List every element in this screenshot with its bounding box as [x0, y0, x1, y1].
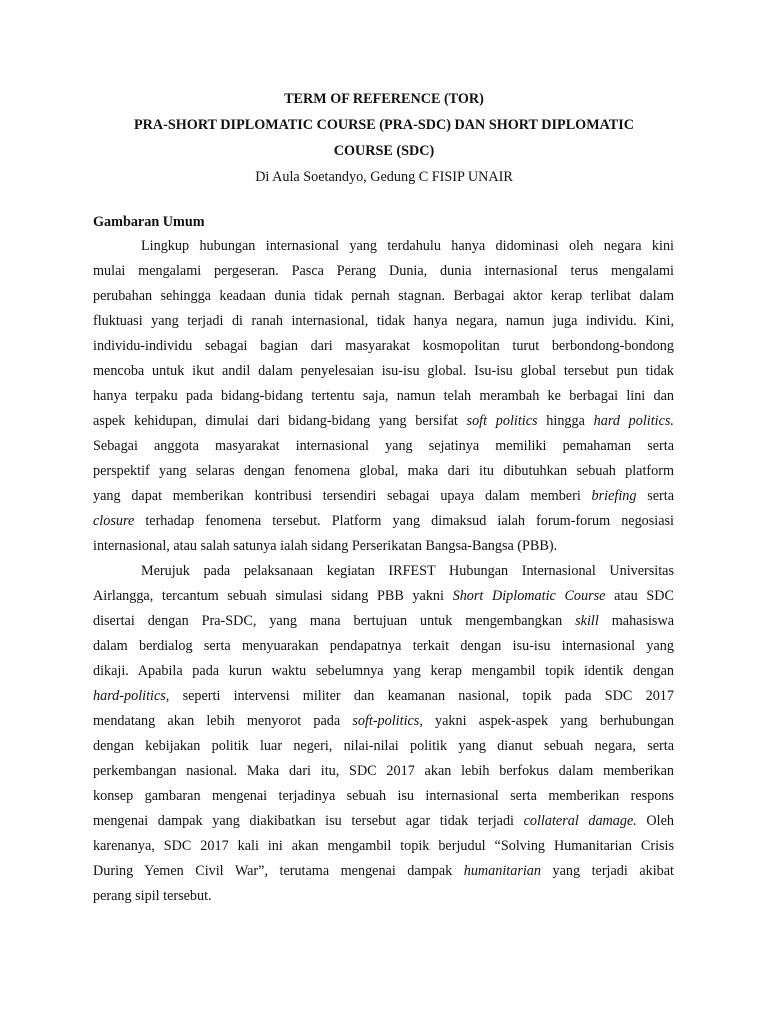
paragraph-line: perang sipil tersebut.	[93, 888, 212, 904]
paragraph-line	[93, 409, 674, 434]
paragraph-line: mulai mengalami pergeseran. Pasca Perang Dunia, dunia internasional terus mengalami	[93, 263, 674, 279]
paragraph-line: dikaji. Apabila pada kurun waktu sebelumnya yang kerap mengambil topik identik dengan	[93, 663, 674, 679]
text-run: serta	[636, 488, 674, 504]
italic-term: soft-politics	[352, 713, 420, 729]
paragraph-line	[93, 684, 674, 709]
italic-term: closure	[93, 513, 135, 529]
paragraph-line: fluktuasi yang terjadi di ranah internasional, tidak hanya negara, namun juga individu. Kini,	[93, 313, 674, 329]
italic-term: Short Diplomatic Course	[452, 588, 606, 604]
text-run: yang terjadi akibat	[540, 863, 674, 879]
paragraph-line: Merujuk pada pelaksanaan kegiatan IRFEST Hubungan Internasional Universitas	[141, 563, 674, 579]
paragraph-line	[93, 509, 674, 534]
paragraph-line: individu-individu sebagai bagian dari masyarakat kosmopolitan turut berbondong-bondong	[93, 338, 674, 354]
paragraph-line	[93, 809, 674, 834]
paragraph-line: Lingkup hubungan internasional yang terdahulu hanya didominasi oleh negara kini	[141, 238, 674, 254]
text-run: mendatang akan lebih menyorot pada	[93, 713, 353, 729]
paragraph-line: perspektif yang selaras dengan fenomena global, maka dari itu dibutuhkan sebuah platform	[93, 463, 674, 479]
paragraph-line	[93, 609, 674, 634]
italic-term: briefing	[591, 488, 637, 504]
paragraph-line: dalam berdialog serta menyuarakan pendapatnya terkait dengan isu-isu internasional yang	[93, 638, 674, 654]
italic-term: hard politics.	[593, 413, 674, 429]
text-run: hingga	[537, 413, 594, 429]
text-run: disertai dengan Pra-SDC, yang mana bertujuan untuk mengembangkan	[93, 613, 576, 629]
paragraph-line: internasional, atau salah satunya ialah sidang Perserikatan Bangsa-Bangsa (PBB).	[93, 538, 558, 554]
text-run: , yakni aspek-aspek yang berhubungan	[419, 713, 674, 729]
document-header	[0, 86, 768, 190]
text-run: terhadap fenomena tersebut. Platform yang dimaksud ialah forum-forum negosiasi	[134, 513, 674, 529]
paragraph-line	[93, 584, 674, 609]
paragraph-line	[93, 709, 674, 734]
document-subtitle-continued: COURSE (SDC)	[333, 143, 435, 159]
document-location: Di Aula Soetandyo, Gedung C FISIP UNAIR	[255, 169, 513, 185]
text-run: Airlangga, tercantum sebuah simulasi sidang PBB yakni	[93, 588, 453, 604]
document-subtitle: PRA-SHORT DIPLOMATIC COURSE (PRA-SDC) DAN SHORT DIPLOMATIC	[133, 117, 635, 133]
text-run: mahasiswa	[598, 613, 674, 629]
paragraph-line: perkembangan nasional. Maka dari itu, SDC 2017 akan lebih berfokus dalam memberikan	[93, 763, 674, 779]
italic-term: collateral damage.	[523, 813, 637, 829]
italic-term: hard-politics	[93, 688, 166, 704]
italic-term: humanitarian	[463, 863, 541, 879]
text-run: yang dapat memberikan kontribusi tersendiri sebagai upaya dalam memberi	[93, 488, 592, 504]
paragraph-line	[93, 859, 674, 884]
paragraph-line: perubahan sehingga keadaan dunia tidak pernah stagnan. Berbagai aktor kerap terlibat dalam	[93, 288, 674, 304]
text-run: mengenai dampak yang diakibatkan isu tersebut agar tidak terjadi	[93, 813, 524, 829]
paragraph-line	[93, 484, 674, 509]
section-title: Gambaran Umum	[93, 214, 205, 230]
paragraph-line: hanya terpaku pada bidang-bidang tertentu saja, namun telah merambah ke berbagai lini dan	[93, 388, 674, 404]
paragraph-line: konsep gambaran mengenai terjadinya sebuah isu internasional serta memberikan respons	[93, 788, 674, 804]
text-run: During Yemen Civil War”, terutama mengenai dampak	[93, 863, 464, 879]
italic-term: soft politics	[466, 413, 538, 429]
paragraph-line: dengan kebijakan politik luar negeri, nilai-nilai politik yang dianut sebuah negara, serta	[93, 738, 674, 754]
paragraph-line: mencoba untuk ikut andil dalam penyelesaian isu-isu global. Isu-isu global tersebut pun tidak	[93, 363, 674, 379]
italic-term: skill	[575, 613, 599, 629]
text-run: atau SDC	[605, 588, 674, 604]
paragraph-line: karenanya, SDC 2017 kali ini akan mengambil topik berjudul “Solving Humanitarian Crisis	[93, 838, 674, 854]
text-run: Oleh	[636, 813, 674, 829]
paragraph-line: Sebagai anggota masyarakat internasional yang sejatinya memiliki pemahaman serta	[93, 438, 674, 454]
text-run: , seperti intervensi militer dan keamanan nasional, topik pada SDC 2017	[165, 688, 674, 704]
document-title: TERM OF REFERENCE (TOR)	[284, 91, 484, 107]
text-run: aspek kehidupan, dimulai dari bidang-bidang yang bersifat	[93, 413, 467, 429]
